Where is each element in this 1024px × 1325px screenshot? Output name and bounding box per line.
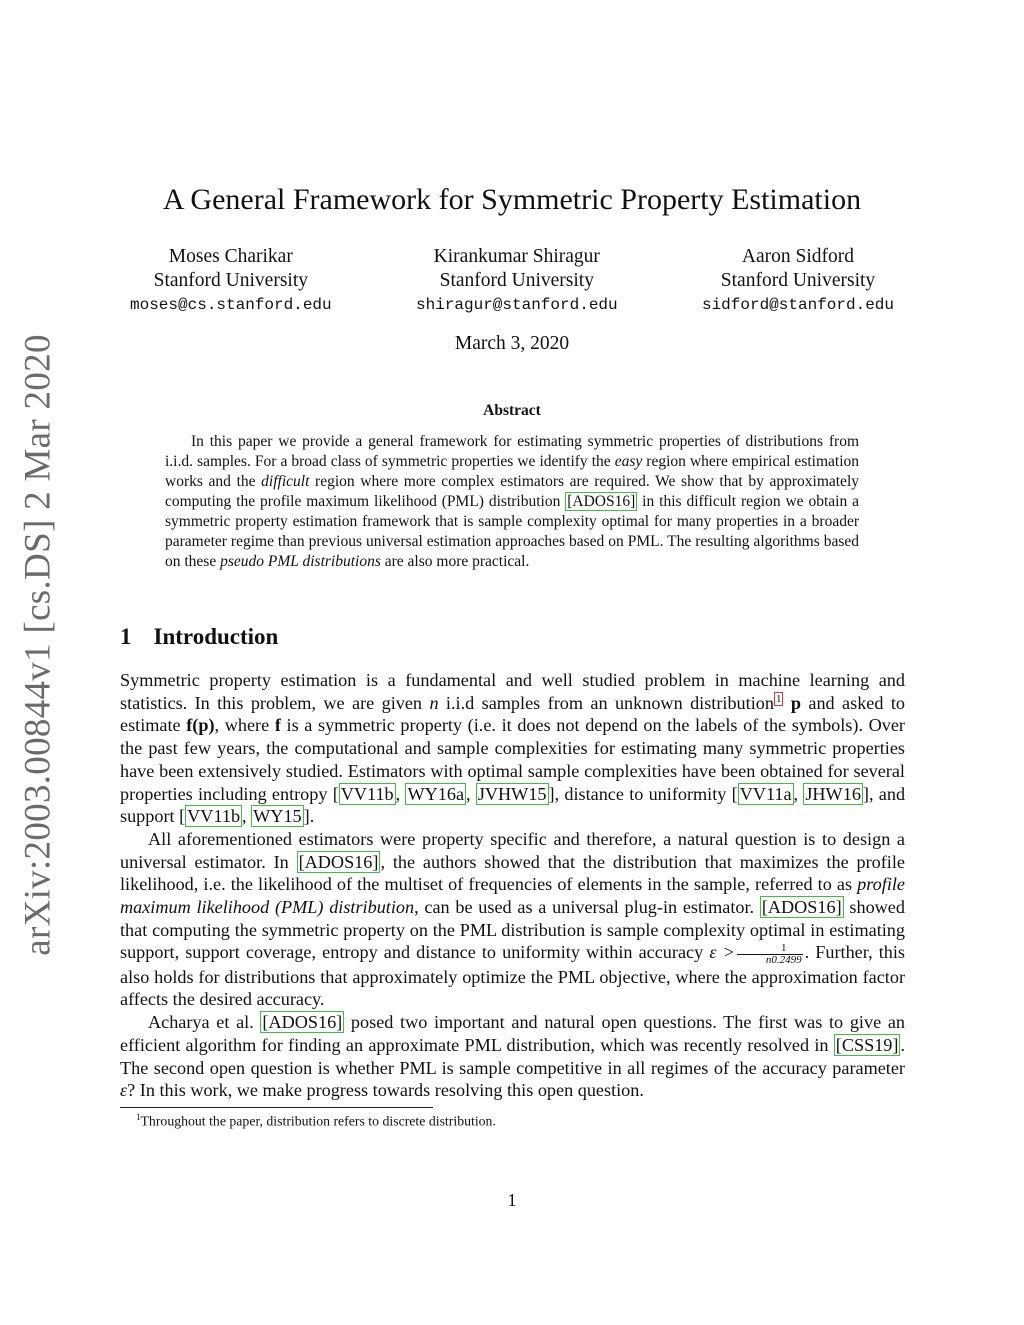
- author-name: Aaron Sidford: [741, 246, 855, 267]
- citation-link-ados16[interactable]: [ADOS16]: [262, 1012, 343, 1033]
- body-text: showed that computing the symmetric property on the PML distribution is sample complexity optimal in estimating support, support coverage, entropy and distance to uniformity within accuracy: [120, 897, 905, 963]
- abstract-text: In this paper we provide a general framework for estimating symmetric properties of distributions from i.i.d. samples. For a broad class of symmetric properties we identify the: [165, 433, 859, 470]
- citation-link-vv11a[interactable]: VV11a: [739, 783, 792, 804]
- footnote-mark: 1: [136, 1112, 141, 1122]
- citation-link-wy15[interactable]: WY15: [253, 806, 302, 827]
- citation-link-wy16a[interactable]: WY16a: [407, 783, 465, 804]
- author-2: [416, 245, 618, 317]
- author-email: sidford@stanford.edu: [701, 296, 894, 314]
- fraction-denominator: n0.2499: [737, 954, 803, 966]
- footnote-divider: [120, 1107, 433, 1108]
- publication-date: March 3, 2020: [454, 333, 570, 354]
- body-text: ? In this work, we make progress towards resolving this open question.: [127, 1080, 644, 1101]
- citation-link-css19[interactable]: [CSS19]: [835, 1034, 899, 1055]
- citation-link-jvhw15[interactable]: JVHW15: [477, 783, 547, 804]
- body-text: is a symmetric property (i.e. it does not depend on the labels of the symbols). Over the past few years, the computational and sample complexities for estimating many symmetric properties have been extensively studied. Estimators with optimal sample complexities have been obtained for several properties including entropy: [120, 715, 905, 804]
- footnote-text: Throughout the paper, distribution refers to discrete distribution.: [140, 1113, 496, 1129]
- author-block: [130, 245, 894, 317]
- author-1: [130, 245, 332, 317]
- abstract-emphasis-easy: easy: [614, 453, 643, 470]
- page-number: 1: [507, 1190, 517, 1210]
- author-name: Moses Charikar: [168, 246, 293, 267]
- emphasis-pml-distribution: profile maximum likelihood (PML) distribution: [120, 874, 905, 918]
- body-text: , distance to uniformity: [554, 783, 732, 804]
- author-affiliation: Stanford University: [153, 270, 308, 291]
- abstract-paragraph: [165, 432, 859, 572]
- footnote-1: [136, 1112, 496, 1130]
- paper-title: A General Framework for Symmetric Property Estimation: [162, 183, 862, 216]
- math-n: n: [429, 692, 439, 713]
- body-text: , where: [214, 715, 275, 736]
- body-text: . The second open question is whether PML is sample competitive in all regimes of the accuracy parameter: [120, 1034, 905, 1078]
- citation-link-ados16[interactable]: [ADOS16]: [298, 851, 379, 872]
- abstract-emphasis-pseudo-pml: pseudo PML distributions: [220, 553, 381, 570]
- abstract-text: in this difficult region we obtain a symmetric property estimation framework that is sample complexity optimal for many properties in a broader parameter regime than previous universal estimation approaches based on PML. The resulting algorithms based on these: [165, 493, 859, 570]
- math-p: p: [790, 692, 801, 713]
- footnote-link[interactable]: 1: [775, 692, 782, 705]
- citation-link-ados16[interactable]: [ADOS16]: [567, 493, 636, 510]
- body-text: Symmetric property estimation is a fundamental and well studied problem in machine learning and statistics. In this problem, we are given: [120, 670, 905, 713]
- author-name: Kirankumar Shiragur: [433, 246, 600, 267]
- paragraph-3: [120, 1011, 905, 1102]
- abstract-text: region where empirical estimation works and the: [165, 453, 860, 490]
- arxiv-identifier-stamp: arXiv:2003.00844v1 [cs.DS] 2 Mar 2020: [17, 334, 59, 956]
- abstract-text: are also more practical.: [380, 553, 530, 570]
- math-fraction: [737, 943, 803, 966]
- introduction-body: [120, 669, 905, 1102]
- body-text: and asked to estimate: [120, 692, 905, 736]
- citation-link-ados16[interactable]: [ADOS16]: [761, 897, 842, 918]
- paragraph-1: Symmetric property estimation is a fundamental and well studied problem in machine learning and statistics. In this problem, we are given n i.i.d samples from an unknown distribution $^1$ p and asked to estimate f(p), where f is a symmetric property (i.e. it does not depend on the labels of the symbols). Over the past few years, the computational and sample complexities for estimating many symmetric properties have been extensively studied. Estimators with optimal sample complexities have been obtained for several properties including entropy [ VV11b , WY16a , JVHW15 ], distance to uniformity [ VV11a , JHW16 ], and support [ VV11b , WY15 ].: [120, 670, 906, 827]
- math-epsilon: ε: [120, 1080, 128, 1101]
- body-text: .: [309, 806, 315, 827]
- paragraph-2: [120, 828, 905, 1011]
- citation-link-vv11b[interactable]: VV11b: [187, 806, 241, 827]
- abstract-emphasis-difficult: difficult: [261, 473, 310, 490]
- fraction-numerator: 1: [780, 941, 787, 954]
- math-epsilon-inequality: ε >: [709, 942, 735, 963]
- author-3: [702, 245, 894, 317]
- math-f-of-p: f(p): [186, 715, 215, 736]
- author-email: moses@cs.stanford.edu: [130, 296, 332, 314]
- citation-link-vv11b[interactable]: VV11b: [340, 783, 394, 804]
- body-text: , and support: [120, 783, 906, 827]
- body-text: All aforementioned estimators were property specific and therefore, a natural question is to design a universal estimator. In: [120, 828, 905, 872]
- body-text: , the authors showed that the distribution that maximizes the profile likelihood, i.e. the likelihood of the multiset of frequencies of elements in the sample, referred to as: [120, 851, 905, 895]
- citation-link-jhw16[interactable]: JHW16: [805, 783, 861, 804]
- section-heading-introduction: [120, 624, 278, 650]
- section-number: 1: [120, 624, 132, 649]
- body-text: . Further, this also holds for distributions that approximately optimize the PML objective, where the approximation factor affects the desired accuracy.: [120, 942, 905, 1010]
- body-text: Acharya et al.: [148, 1012, 261, 1033]
- author-email: shiragur@stanford.edu: [415, 296, 618, 314]
- body-text: , can be used as a universal plug-in estimator.: [414, 897, 760, 918]
- section-title: Introduction: [153, 624, 279, 649]
- author-affiliation: Stanford University: [720, 270, 876, 291]
- abstract-body: [165, 432, 859, 572]
- body-text: i.i.d samples from an unknown distribution: [438, 692, 774, 713]
- abstract-heading: Abstract: [483, 402, 541, 419]
- abstract-text: region where more complex estimators are required. We show that by approximately computing the profile maximum likelihood (PML) distribution: [165, 473, 859, 510]
- math-f: f: [274, 715, 281, 736]
- author-affiliation: Stanford University: [439, 270, 594, 291]
- body-text: posed two important and natural open questions. The first was to give an efficient algorithm for finding an approximate PML distribution, which was recently resolved in: [120, 1012, 905, 1055]
